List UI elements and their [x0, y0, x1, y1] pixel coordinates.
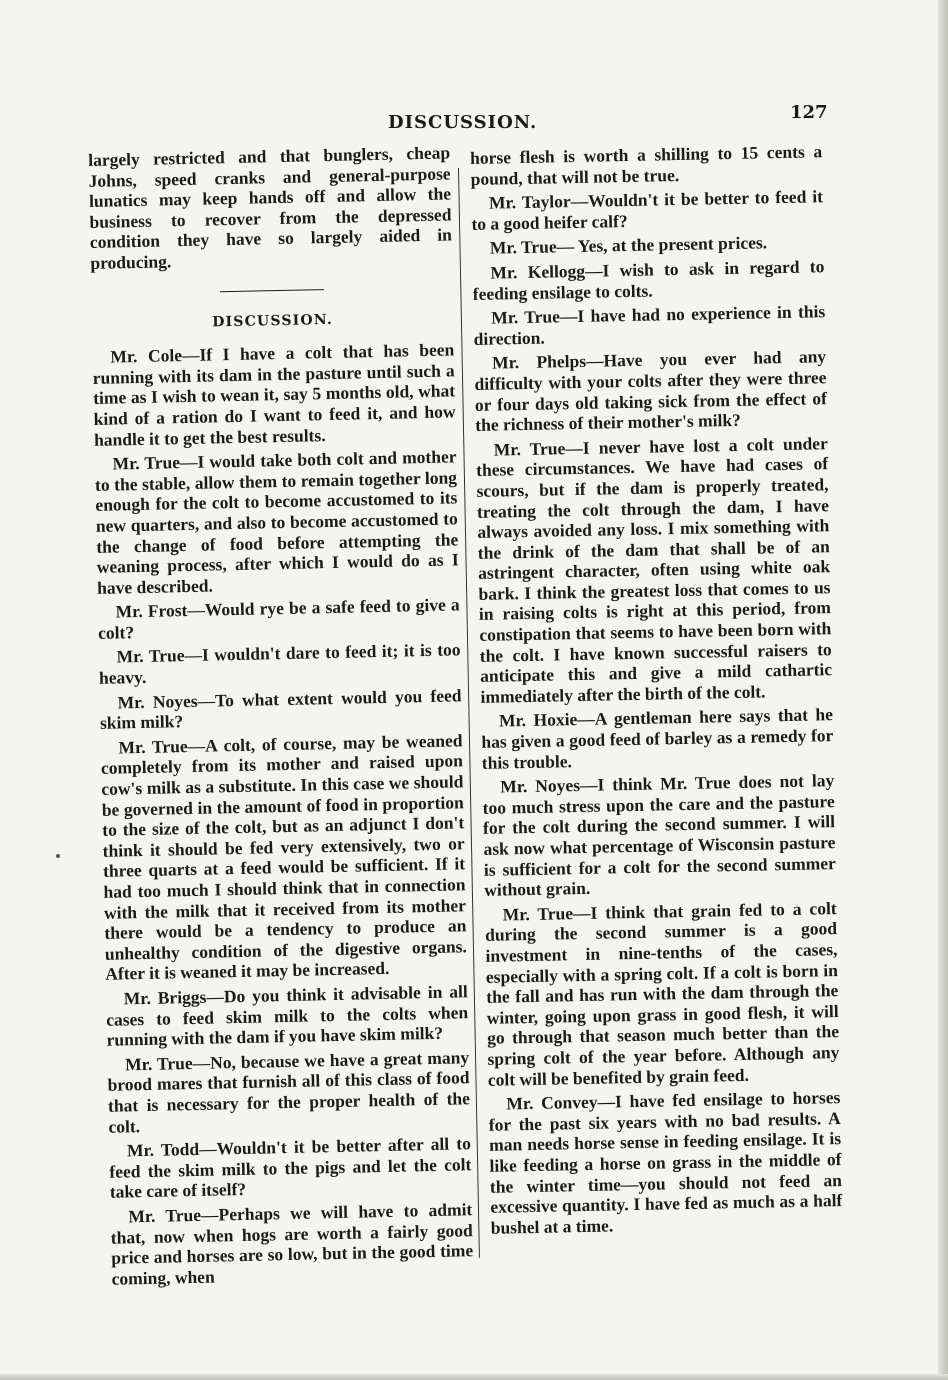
- page-edge-shadow-right: [938, 0, 948, 1380]
- paragraph: Mr. Briggs—Do you think it advisable in all cases to feed skim milk to the colts when running with the dam if you have skim milk?: [106, 981, 469, 1050]
- paragraph: Mr. Kellogg—I wish to ask in regard to feeding ensilage to colts.: [472, 256, 825, 304]
- paragraph: Mr. True— Yes, at the present prices.: [489, 232, 768, 259]
- page-number: 127: [790, 102, 828, 123]
- page-edge-shadow-bottom: [0, 1374, 948, 1380]
- paragraph: Mr. True—No, because we have a great many brood mares that furnish all of this class of food that is necessary for the proper health of the colt.: [107, 1046, 471, 1137]
- paragraph: Mr. Cole—If I have a colt that has been running with its dam in the pasture until such a time as I wish to wean it, say 5 months old, what kind of a ration do I want to feed it, and how handle it to get the best results.: [92, 339, 456, 450]
- paragraph: Mr. Noyes—To what extent would you feed skim milk?: [99, 684, 462, 734]
- scan-speck: [56, 854, 60, 858]
- paragraph: Mr. Todd—Wouldn't it be better after all to feed the skim milk to the pigs and let the colt take care of itself?: [109, 1133, 472, 1203]
- paragraph: Mr. True—I think that grain fed to a colt during the second summer is a good investment in nine-tenths of the cases, especially with a spring colt. If a colt is born in the fall and has run with the dam through the winter, going upon grass in good flesh, it will go through that season much better than the spring colt of the year before. Although any colt will be benefited by grain feed.: [484, 897, 840, 1090]
- continuation-paragraph: horse flesh is worth a shilling to 15 cents a pound, that will not be true.: [470, 141, 823, 189]
- paragraph: Mr. Phelps—Have you ever had any difficulty with your colts after they were three or four days old taking sick from the effect of the richness of their mother's milk?: [474, 346, 828, 436]
- paragraph: Mr. True—I wouldn't dare to feed it; it is too heavy.: [98, 639, 461, 688]
- paragraph: Mr. Noyes—I think Mr. True does not lay too much stress upon the care and the pasture for the colt during the second summer. I will ask now what percentage of Wisconsin pasture is sufficient for a colt for the second summer without grain.: [482, 770, 836, 901]
- paragraph: Mr. Hoxie—A gentleman here says that he has given a good feed of barley as a remedy for this trouble.: [481, 704, 834, 773]
- paragraph: Mr. True—I never have lost a colt under these circumstances. We have had cases of scours, but if the dam is properly treated, treating the colt through the dam, I have always avoided any loss. I mix something with the drink of the dam that shall be of an astringent character, often using white oak bark. I think the greatest loss that comes to us in raising colts is right at this period, from constipation that seems to have been born with the colt. I have known successful raisers to anticipate this and give a mild cathartic immediately after the birth of the colt.: [475, 432, 833, 707]
- section-heading: DISCUSSION.: [212, 311, 334, 330]
- paragraph: Mr. True—I would take both colt and mother to the stable, allow them to remain together long enough for the colt to become accustomed to its new quarters, and also to become accustomed to the change of food before attempting the weaning process, after which I would do as I have described.: [94, 446, 459, 598]
- paragraph: Mr. Convey—I have fed ensilage to horses for the past six years with no bad results. A man needs horse sense in feeding ensilage. It is like feeding a horse on grass in the middle of the winter time—you should not feed an excessive quantity. I have fed as much as a half bushel at a time.: [488, 1087, 843, 1238]
- paragraph: Mr. Frost—Would rye be a safe feed to give a colt?: [97, 594, 460, 643]
- right-column: [470, 141, 843, 1242]
- paragraph: Mr. True—A colt, of course, may be weaned completely from its mother and raised upon cow's milk as a substitute. In this case we should be governed in the amount of food in proportion to the size of the colt, but as an adjunct I don't think it should be fed very extensively, two or three quarts at a feed would be sufficient. If it had too much I should think that in connection with the milk that it received from its mother there would be a tendency to produce an unhealthy condition of the digestive organs. After it is weaned it may be increased.: [100, 730, 467, 985]
- section-divider: [220, 289, 324, 292]
- paragraph: Mr. True—I have had no experience in this direction.: [473, 301, 826, 349]
- paragraph: Mr. Taylor—Wouldn't it be better to feed it to a good heifer calf?: [471, 186, 824, 234]
- running-head: DISCUSSION.: [388, 112, 538, 133]
- left-column: [88, 142, 474, 1293]
- paragraph: Mr. True—Perhaps we will have to admit that, now when hogs are worth a fairly good price and horses are so low, but in the good time coming, when: [110, 1199, 474, 1289]
- intro-paragraph: largely restricted and that bunglers, cheap Johns, speed cranks and general-purpose lunatics may keep hands off and allow the business to recover from the depressed condition they have so largely aided in producing.: [88, 142, 453, 273]
